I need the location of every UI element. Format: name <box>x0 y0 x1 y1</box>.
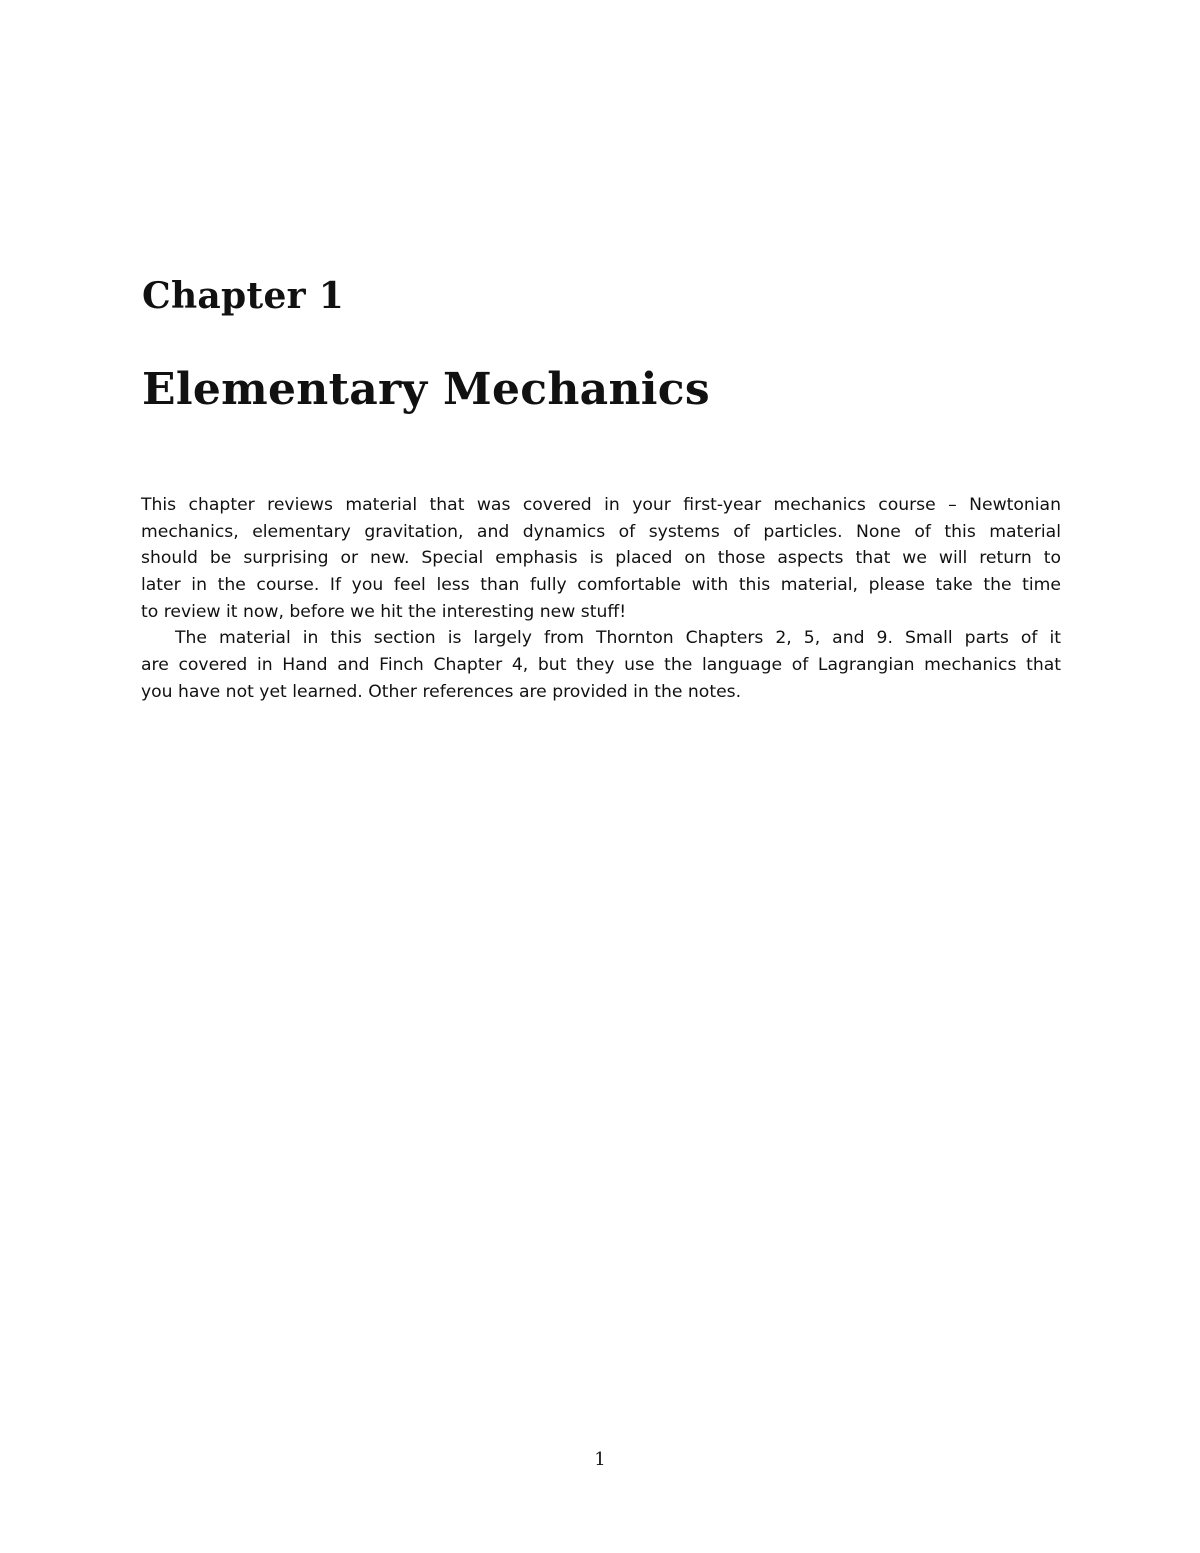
paragraph-2 <box>141 625 1061 705</box>
chapter-title: Elementary Mechanics <box>142 364 710 415</box>
text-line: should be surprising or new. Special emphasis is placed on those aspects that we will return to <box>141 548 1061 569</box>
text-line: are covered in Hand and Finch Chapter 4, but they use the language of Lagrangian mechanics that <box>141 655 1061 676</box>
text-line: later in the course. If you feel less than fully comfortable with this material, please take the time <box>141 575 1061 596</box>
text-line: you have not yet learned. Other references are provided in the notes. <box>141 681 742 702</box>
text-line: This chapter reviews material that was covered in your first-year mechanics course – Newtonian <box>141 495 1061 515</box>
page-number: 1 <box>594 1449 606 1470</box>
text-line: to review it now, before we hit the interesting new stuff! <box>141 601 627 622</box>
chapter-introduction <box>141 492 1061 706</box>
paragraph-1 <box>141 492 1061 625</box>
chapter-label: Chapter 1 <box>142 275 345 317</box>
text-line: mechanics, elementary gravitation, and dynamics of systems of particles. None of this material <box>141 521 1061 542</box>
text-line: The material in this section is largely from Thornton Chapters 2, 5, and 9. Small parts of it <box>175 628 1061 649</box>
